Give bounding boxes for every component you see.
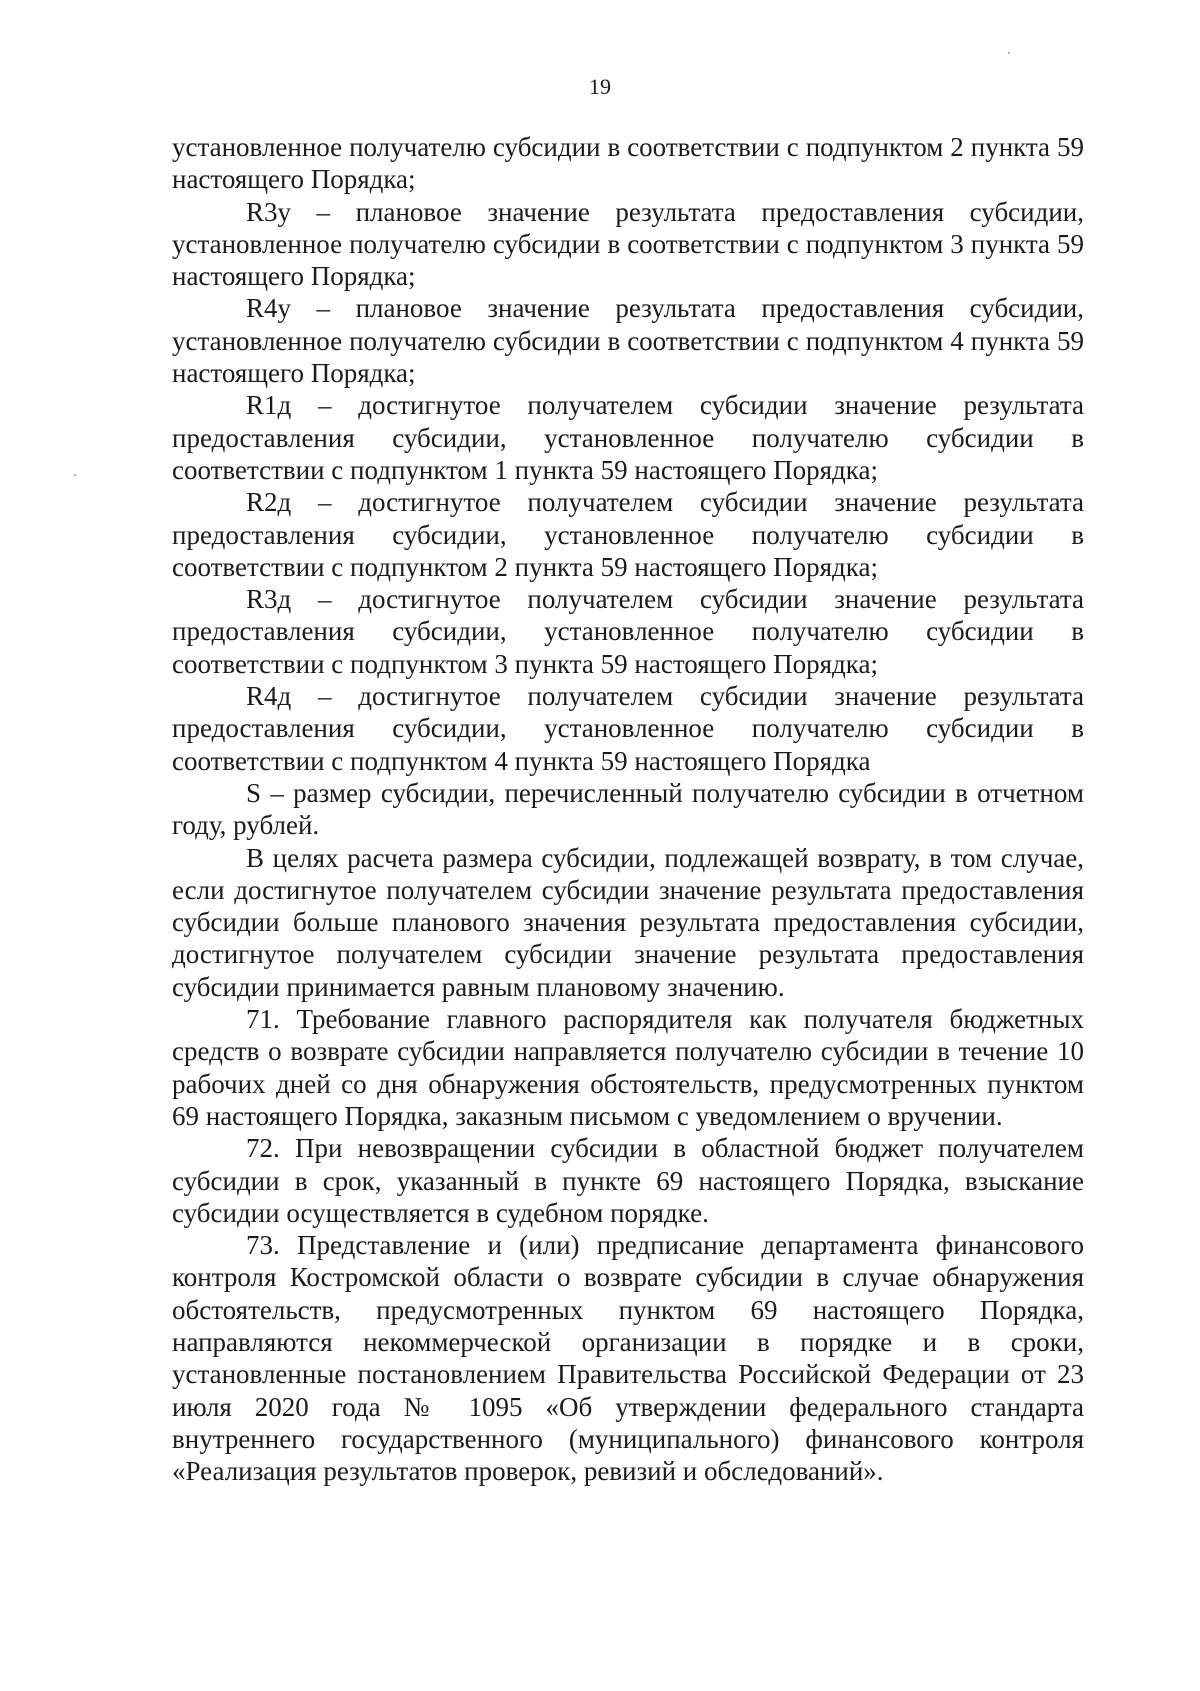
- paragraph-clause-71: 71. Требование главного распорядителя как получателя бюджетных средств о возврате субсидии направляется получателю субсидии в течение 10 рабочих дней со дня обнаружения обстоятельств, предусмотренных пунктом 69 настоящего Порядка, заказным письмом с уведомлением о вручении.: [172, 1004, 1084, 1131]
- paragraph-r4y-definition: R4у – плановое значение результата предоставления субсидии, установленное получателю субсидии в соответствии с подпунктом 4 пункта 59 настоящего Порядка;: [172, 293, 1084, 389]
- paragraph-continuation: установленное получателю субсидии в соответствии с подпунктом 2 пункта 59 настоящего Порядка;: [172, 132, 1084, 195]
- paragraph-r3y-definition: R3у – плановое значение результата предоставления субсидии, установленное получателю субсидии в соответствии с подпунктом 3 пункта 59 настоящего Порядка;: [172, 196, 1084, 292]
- paragraph-r4d-definition: R4д – достигнутое получателем субсидии значение результата предоставления субсидии, установленное получателю субсидии в соответствии с подпунктом 4 пункта 59 настоящего Порядка: [172, 681, 1084, 776]
- paragraph-r1d-definition: R1д – достигнутое получателем субсидии значение результата предоставления субсидии, установленное получателю субсидии в соответствии с подпунктом 1 пункта 59 настоящего Порядка;: [172, 390, 1084, 485]
- paragraph-clause-73: 73. Представление и (или) предписание департамента финансового контроля Костромской области о возврате субсидии в случае обнаружения обстоятельств, предусмотренных пунктом 69 настоящего Порядка, направляются некоммерческой организации в порядке и в сроки, установленные постановлением Правительства Российской Федерации от 23 июля 2020 года № 1095 «Об утверждении федерального стандарта внутреннего государственного (муниципального) финансового контроля «Реализация результатов проверок, ревизий и обследований».: [172, 1230, 1084, 1487]
- page-number: 19: [589, 74, 611, 99]
- paragraph-calculation-note: В целях расчета размера субсидии, подлежащей возврату, в том случае, если достигнутое получателем субсидии значение результата предоставления субсидии больше планового значения результата предоставления субсидии, достигнутое получателем субсидии значение результата предоставления субсидии принимается равным плановому значению.: [172, 842, 1084, 1002]
- scan-speck: [1008, 52, 1010, 54]
- paragraph-clause-72: 72. При невозвращении субсидии в областной бюджет получателем субсидии в срок, указанный в пункте 69 настоящего Порядка, взыскание субсидии осуществляется в судебном порядке.: [172, 1133, 1084, 1228]
- scan-speck: [74, 474, 76, 476]
- paragraph-r3d-definition: R3д – достигнутое получателем субсидии значение результата предоставления субсидии, установленное получателю субсидии в соответствии с подпунктом 3 пункта 59 настоящего Порядка;: [172, 584, 1084, 679]
- document-body: [172, 131, 1084, 1487]
- paragraph-r2d-definition: R2д – достигнутое получателем субсидии значение результата предоставления субсидии, установленное получателю субсидии в соответствии с подпунктом 2 пункта 59 настоящего Порядка;: [172, 487, 1084, 582]
- paragraph-s-definition: S – размер субсидии, перечисленный получателю субсидии в отчетном году, рублей.: [172, 777, 1084, 841]
